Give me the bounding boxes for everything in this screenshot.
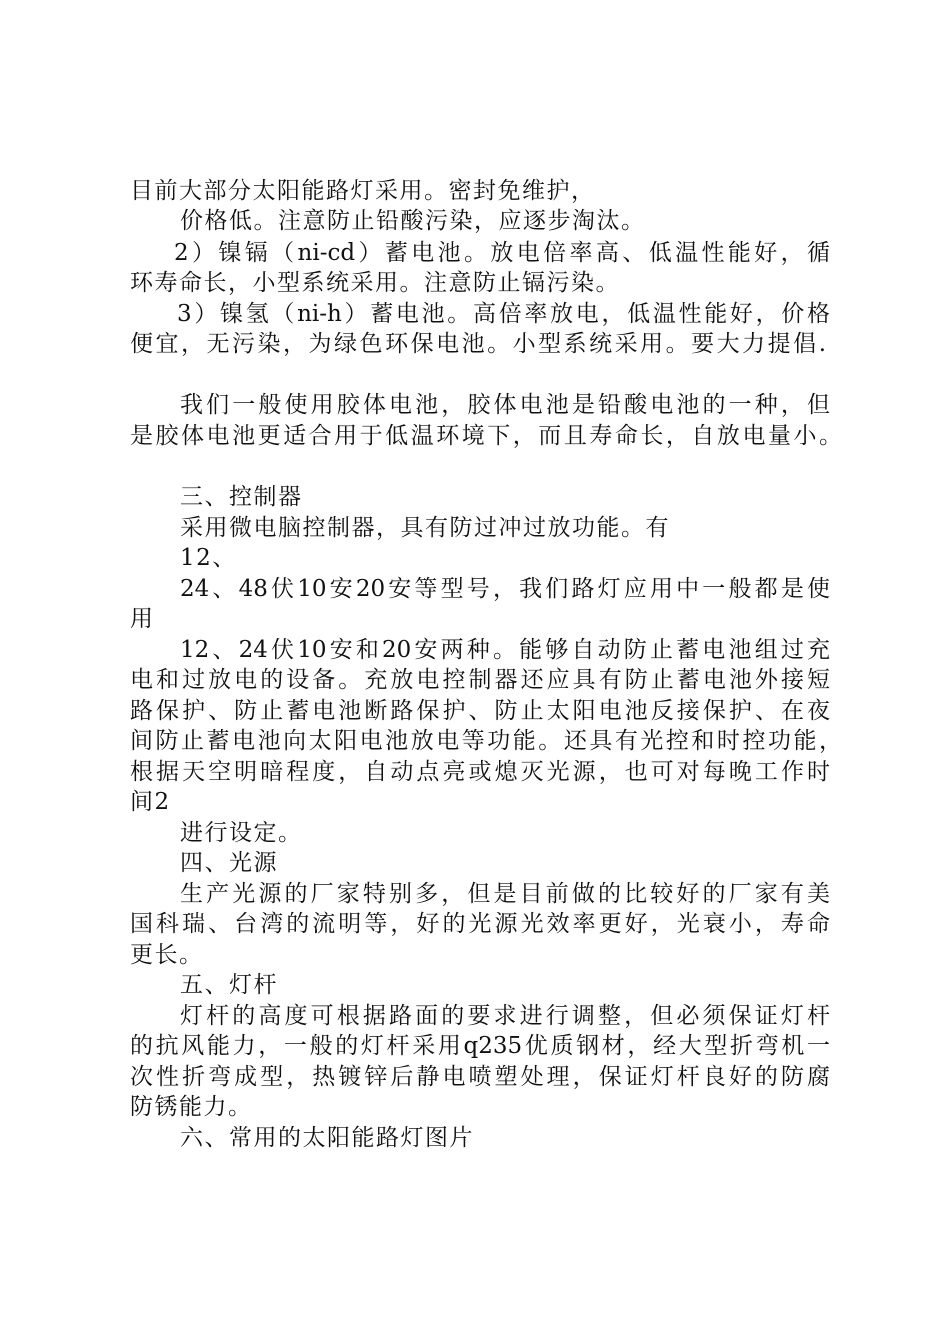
text-line: 24、48伏10安20安等型号，我们路灯应用中一般都是使: [180, 576, 830, 602]
text-line: 的抗风能力，一般的灯杆采用q235优质钢材，经大型折弯机一: [130, 1033, 830, 1059]
text-line: 灯杆的高度可根据路面的要求进行调整，但必须保证灯杆: [180, 1003, 830, 1029]
text-line: 12、24伏10安和20安两种。能够自动防止蓄电池组过充: [180, 637, 830, 663]
text-line: 2）镍镉（ni-cd）蓄电池。放电倍率高、低温性能好，循: [174, 240, 830, 266]
text-line: 路保护、防止蓄电池断路保护、防止太阳电池反接保护、在夜: [130, 698, 830, 724]
text-line: 次性折弯成型，热镀锌后静电喷塑处理，保证灯杆良好的防腐: [130, 1064, 830, 1090]
text-line: 12、: [180, 545, 237, 571]
text-line: 更长。: [130, 942, 204, 968]
section-heading: 六、常用的太阳能路灯图片: [180, 1125, 474, 1151]
text-line: 防锈能力。: [130, 1094, 253, 1120]
text-line: 间防止蓄电池向太阳电池放电等功能。还具有光控和时控功能，: [130, 728, 842, 754]
text-line: 生产光源的厂家特别多，但是目前做的比较好的厂家有美: [180, 881, 830, 907]
text-line: 电和过放电的设备。充放电控制器还应具有防止蓄电池外接短: [130, 667, 830, 693]
text-line: 间2: [130, 789, 171, 815]
text-line: 用: [130, 606, 155, 632]
text-line: 价格低。注意防止铅酸污染，应逐步淘汰。: [180, 208, 646, 234]
text-line: 是胶体电池更适合用于低温环境下，而且寿命长，自放电量小。: [130, 423, 842, 449]
section-heading: 四、光源: [180, 850, 278, 876]
section-heading: 五、灯杆: [180, 972, 278, 998]
text-line: 3）镍氢（ni-h）蓄电池。高倍率放电，低温性能好，价格: [177, 301, 830, 327]
text-line: 国科瑞、台湾的流明等，好的光源光效率更好，光衰小，寿命: [130, 911, 830, 937]
text-line: 我们一般使用胶体电池，胶体电池是铅酸电池的一种，但: [180, 392, 830, 418]
text-line: 进行设定。: [180, 820, 303, 846]
text-line: 便宜，无污染，为绿色环保电池。小型系统采用。要大力提倡.: [130, 331, 826, 357]
text-line: 目前大部分太阳能路灯采用。密封免维护，: [130, 178, 596, 204]
text-line: 环寿命长，小型系统采用。注意防止镉污染。: [130, 270, 620, 296]
text-line: 采用微电脑控制器，具有防过冲过放功能。有: [180, 515, 670, 541]
section-heading: 三、控制器: [180, 484, 303, 510]
text-line: 根据天空明暗程度，自动点亮或熄灭光源，也可对每晚工作时: [130, 759, 830, 785]
